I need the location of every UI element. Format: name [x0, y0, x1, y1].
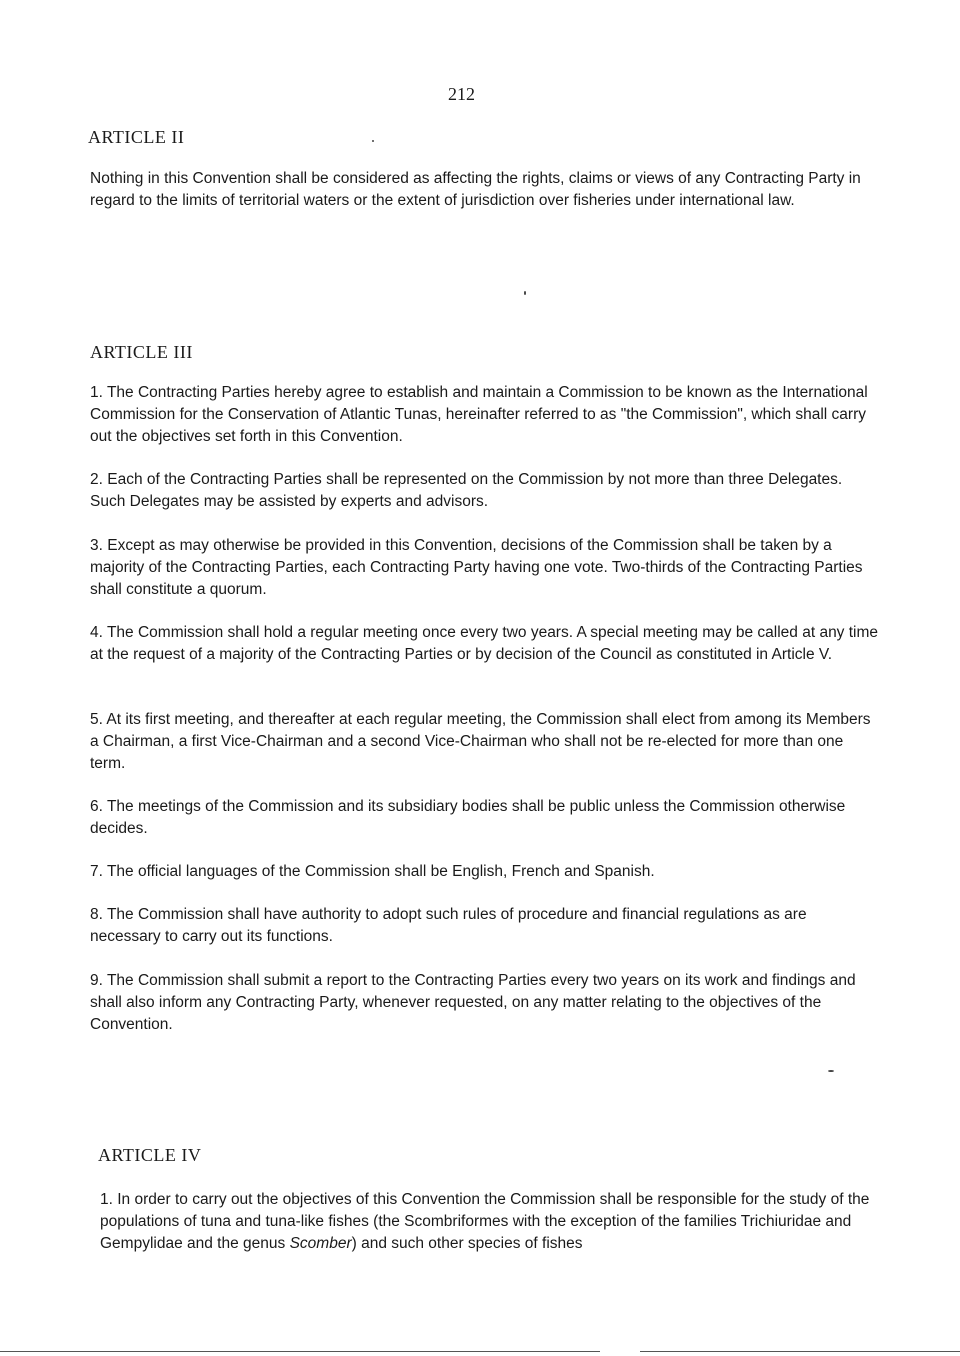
- page-number: 212: [448, 84, 475, 104]
- article-4-paragraph-1-continuation: ) and such other species of fishes: [351, 1235, 583, 1252]
- genus-name: Scomber: [289, 1235, 352, 1252]
- article-3-paragraph-8: 8. The Commission shall have authority to adopt such rules of procedure and financial regulations as are necessary to carry out its functions.: [90, 906, 807, 945]
- article-3-heading: ARTICLE III: [90, 342, 193, 362]
- article-3-paragraph-1: 1. The Contracting Parties hereby agree to establish and maintain a Commission to be known as the International Commission for the Conservation of Atlantic Tunas, hereinafter referred to as "the Commission", which shall carry out the objectives set forth in this Convention.: [90, 384, 868, 445]
- scan-speck: [828, 1070, 834, 1072]
- article-4-paragraph-1: [100, 1189, 880, 1255]
- bottom-scan-rule: [0, 1351, 600, 1352]
- article-3-paragraph-5: 5. At its first meeting, and thereafter at each regular meeting, the Commission shall elect from among its Members a Chairman, a first Vice-Chairman and a second Vice-Chairman who shall not be re-elected for more than one term.: [90, 711, 871, 772]
- scan-speck: [372, 140, 374, 142]
- bottom-scan-rule: [640, 1351, 960, 1352]
- article-3-paragraph-9: 9. The Commission shall submit a report to the Contracting Parties every two years on its work and findings and shall also inform any Contracting Party, whenever requested, on any matter relating to the objectives of the Convention.: [90, 972, 856, 1033]
- article-2-heading: ARTICLE II: [88, 127, 185, 147]
- article-3-paragraph-2: 2. Each of the Contracting Parties shall be represented on the Commission by not more than three Delegates. Such Delegates may be assisted by experts and advisors.: [90, 471, 843, 510]
- article-4-heading: ARTICLE IV: [98, 1145, 202, 1165]
- article-3-paragraph-4: 4. The Commission shall hold a regular meeting once every two years. A special meeting may be called at any time at the request of a majority of the Contracting Parties or by decision of the Council as constituted in Article V.: [90, 624, 879, 663]
- article-3-paragraph-6: 6. The meetings of the Commission and its subsidiary bodies shall be public unless the Commission otherwise decides.: [90, 798, 846, 837]
- article-4-paragraph-1-text: 1. In order to carry out the objectives of this Convention the Commission shall be responsible for the study of the populations of tuna and tuna-like fishes (the Scombriformes with the exception of the families Trichiuridae and Gempylidae and the genus: [100, 1191, 870, 1252]
- article-2-text: Nothing in this Convention shall be considered as affecting the rights, claims or views of any Contracting Party in regard to the limits of territorial waters or the extent of jurisdiction over fisheries under international law.: [90, 170, 861, 209]
- article-3-paragraph-3: 3. Except as may otherwise be provided in this Convention, decisions of the Commission shall be taken by a majority of the Contracting Parties, each Contracting Party having one vote. Two-thirds of the Contracting Parties shall constitute a quorum.: [90, 537, 863, 598]
- scan-speck: [524, 291, 526, 295]
- article-3-paragraph-7: 7. The official languages of the Commission shall be English, French and Spanish.: [90, 863, 655, 880]
